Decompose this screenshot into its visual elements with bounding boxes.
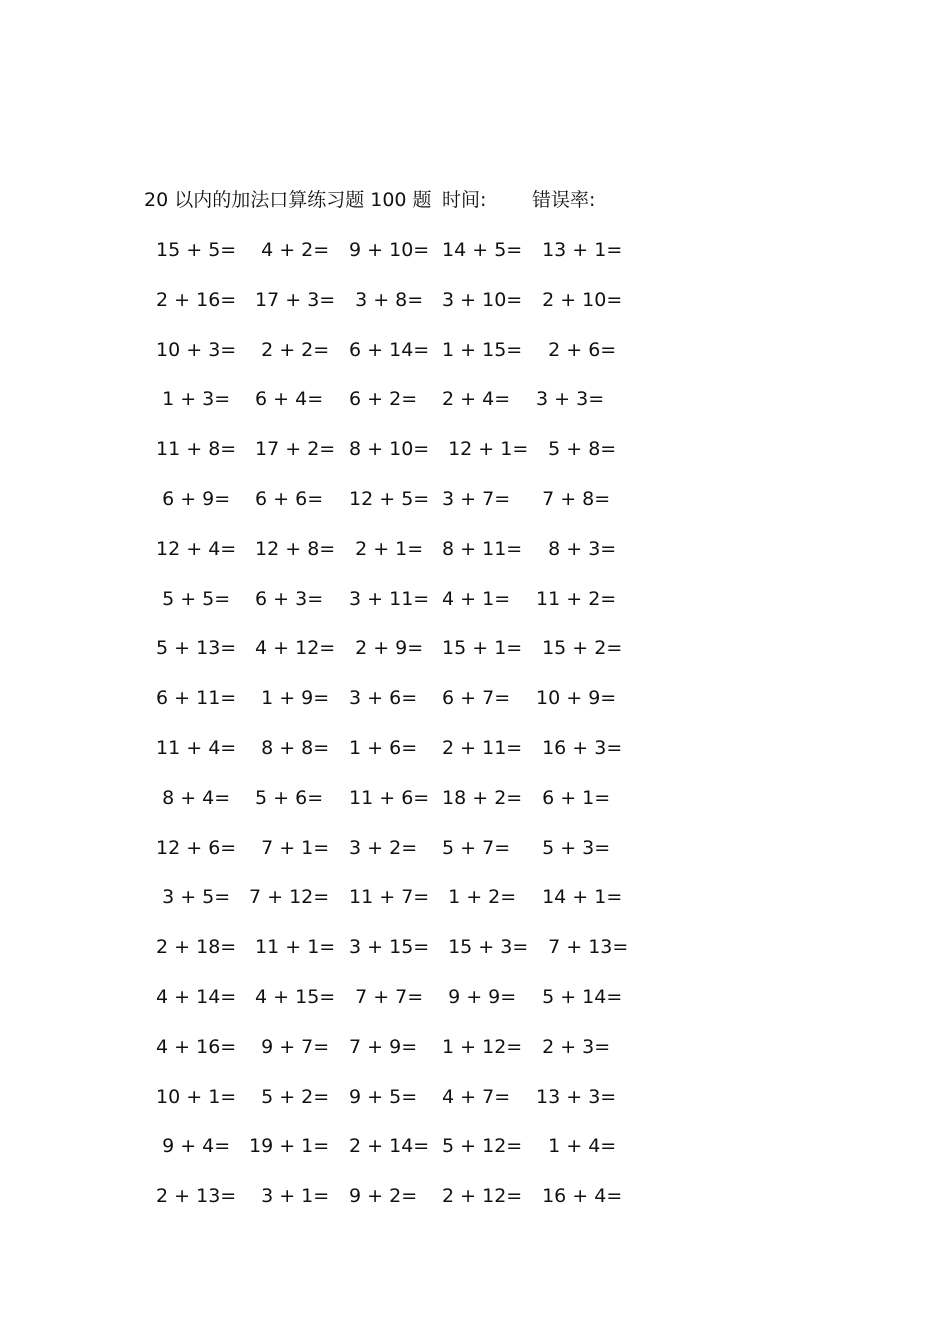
- addition-problem: 7 + 13=: [530, 936, 629, 959]
- addition-problem: 12 + 4=: [150, 537, 237, 560]
- addition-problem: 2 + 18=: [150, 936, 237, 959]
- addition-problem: 4 + 16=: [150, 1035, 237, 1058]
- addition-problem: 2 + 16=: [150, 288, 237, 311]
- problem-row: [150, 429, 630, 479]
- addition-problem: 2 + 3=: [530, 1035, 611, 1058]
- problem-row: [150, 529, 630, 579]
- addition-problem: 7 + 12=: [249, 886, 330, 909]
- addition-problem: 11 + 7=: [343, 886, 430, 909]
- addition-problem: 6 + 6=: [249, 487, 324, 510]
- problem-row: [150, 1077, 630, 1127]
- problem-row: [150, 927, 630, 977]
- addition-problem: 3 + 8=: [343, 288, 424, 311]
- problem-row: [150, 330, 630, 380]
- addition-problem: 6 + 4=: [249, 388, 324, 411]
- problem-row: [150, 1126, 630, 1176]
- addition-problem: 2 + 2=: [249, 338, 330, 361]
- addition-problem: 2 + 10=: [530, 288, 623, 311]
- addition-problem: 11 + 4=: [150, 736, 237, 759]
- problem-grid: [150, 230, 630, 1226]
- addition-problem: 10 + 1=: [150, 1085, 237, 1108]
- addition-problem: 4 + 14=: [150, 985, 237, 1008]
- addition-problem: 7 + 9=: [343, 1035, 418, 1058]
- addition-problem: 16 + 3=: [530, 736, 623, 759]
- addition-problem: 6 + 1=: [530, 786, 611, 809]
- addition-problem: 2 + 1=: [343, 537, 424, 560]
- addition-problem: 9 + 9=: [436, 985, 517, 1008]
- addition-problem: 3 + 15=: [343, 936, 430, 959]
- worksheet-title: 20 以内的加法口算练习题 100 题: [144, 189, 432, 211]
- addition-problem: 3 + 1=: [249, 1185, 330, 1208]
- addition-problem: 5 + 5=: [150, 587, 231, 610]
- addition-problem: 2 + 14=: [343, 1135, 430, 1158]
- addition-problem: 5 + 6=: [249, 786, 324, 809]
- time-label: 时间:: [442, 189, 487, 211]
- addition-problem: 2 + 11=: [436, 736, 523, 759]
- addition-problem: 15 + 2=: [530, 637, 623, 660]
- addition-problem: 1 + 4=: [530, 1135, 617, 1158]
- problem-row: [150, 877, 630, 927]
- addition-problem: 5 + 3=: [530, 836, 611, 859]
- addition-problem: 6 + 7=: [436, 687, 511, 710]
- addition-problem: 17 + 2=: [249, 438, 336, 461]
- addition-problem: 12 + 1=: [436, 438, 529, 461]
- addition-problem: 8 + 4=: [150, 786, 231, 809]
- addition-problem: 17 + 3=: [249, 288, 336, 311]
- addition-problem: 9 + 4=: [150, 1135, 231, 1158]
- addition-problem: 5 + 12=: [436, 1135, 523, 1158]
- addition-problem: 2 + 6=: [530, 338, 617, 361]
- addition-problem: 6 + 14=: [343, 338, 430, 361]
- addition-problem: 11 + 8=: [150, 438, 237, 461]
- addition-problem: 2 + 9=: [343, 637, 424, 660]
- addition-problem: 15 + 3=: [436, 936, 529, 959]
- addition-problem: 1 + 15=: [436, 338, 523, 361]
- addition-problem: 11 + 6=: [343, 786, 430, 809]
- addition-problem: 3 + 6=: [343, 687, 418, 710]
- addition-problem: 7 + 7=: [343, 985, 424, 1008]
- addition-problem: 8 + 11=: [436, 537, 523, 560]
- addition-problem: 14 + 5=: [436, 239, 523, 261]
- addition-problem: 15 + 1=: [436, 637, 523, 660]
- addition-problem: 7 + 8=: [530, 487, 611, 510]
- addition-problem: 14 + 1=: [530, 886, 623, 909]
- addition-problem: 5 + 13=: [150, 637, 237, 660]
- addition-problem: 12 + 8=: [249, 537, 336, 560]
- addition-problem: 10 + 3=: [150, 338, 237, 361]
- problem-row: [150, 479, 630, 529]
- addition-problem: 11 + 1=: [249, 936, 336, 959]
- problem-row: [150, 977, 630, 1027]
- problem-row: [150, 280, 630, 330]
- addition-problem: 4 + 15=: [249, 985, 336, 1008]
- problem-row: [150, 728, 630, 778]
- error-rate-label: 错误率:: [532, 189, 596, 211]
- addition-problem: 11 + 2=: [530, 587, 617, 610]
- addition-problem: 1 + 3=: [150, 388, 231, 411]
- addition-problem: 3 + 11=: [343, 587, 430, 610]
- addition-problem: 15 + 5=: [150, 239, 237, 261]
- addition-problem: 3 + 7=: [436, 487, 511, 510]
- addition-problem: 6 + 2=: [343, 388, 418, 411]
- addition-problem: 4 + 1=: [436, 587, 511, 610]
- addition-problem: 9 + 7=: [249, 1035, 330, 1058]
- addition-problem: 3 + 3=: [530, 388, 605, 411]
- addition-problem: 1 + 2=: [436, 886, 517, 909]
- addition-problem: 5 + 14=: [530, 985, 623, 1008]
- addition-problem: 9 + 2=: [343, 1185, 418, 1208]
- addition-problem: 2 + 12=: [436, 1185, 523, 1208]
- problem-row: [150, 828, 630, 878]
- addition-problem: 9 + 5=: [343, 1085, 418, 1108]
- problem-row: [150, 1027, 630, 1077]
- addition-problem: 5 + 2=: [249, 1085, 330, 1108]
- problem-row: [150, 678, 630, 728]
- addition-problem: 4 + 2=: [249, 239, 330, 261]
- worksheet-header: [144, 186, 595, 214]
- addition-problem: 8 + 8=: [249, 736, 330, 759]
- problem-row: [150, 230, 630, 280]
- problem-row: [150, 379, 630, 429]
- addition-problem: 3 + 2=: [343, 836, 418, 859]
- addition-problem: 4 + 7=: [436, 1085, 511, 1108]
- addition-problem: 1 + 12=: [436, 1035, 523, 1058]
- addition-problem: 10 + 9=: [530, 687, 617, 710]
- addition-problem: 13 + 3=: [530, 1085, 617, 1108]
- addition-problem: 19 + 1=: [249, 1135, 330, 1158]
- addition-problem: 9 + 10=: [343, 239, 430, 261]
- addition-problem: 8 + 10=: [343, 438, 430, 461]
- addition-problem: 6 + 9=: [150, 487, 231, 510]
- addition-problem: 1 + 6=: [343, 736, 418, 759]
- addition-problem: 5 + 7=: [436, 836, 511, 859]
- addition-problem: 4 + 12=: [249, 637, 336, 660]
- addition-problem: 18 + 2=: [436, 786, 523, 809]
- problem-row: [150, 1176, 630, 1226]
- addition-problem: 7 + 1=: [249, 836, 330, 859]
- addition-problem: 2 + 13=: [150, 1185, 237, 1208]
- addition-problem: 6 + 11=: [150, 687, 237, 710]
- addition-problem: 8 + 3=: [530, 537, 617, 560]
- addition-problem: 13 + 1=: [530, 239, 623, 261]
- addition-problem: 2 + 4=: [436, 388, 511, 411]
- addition-problem: 1 + 9=: [249, 687, 330, 710]
- addition-problem: 3 + 10=: [436, 288, 523, 311]
- addition-problem: 16 + 4=: [530, 1185, 623, 1208]
- problem-row: [150, 628, 630, 678]
- addition-problem: 12 + 6=: [150, 836, 237, 859]
- addition-problem: 3 + 5=: [150, 886, 231, 909]
- problem-row: [150, 579, 630, 629]
- addition-problem: 12 + 5=: [343, 487, 430, 510]
- addition-problem: 6 + 3=: [249, 587, 324, 610]
- addition-problem: 5 + 8=: [530, 438, 617, 461]
- problem-row: [150, 778, 630, 828]
